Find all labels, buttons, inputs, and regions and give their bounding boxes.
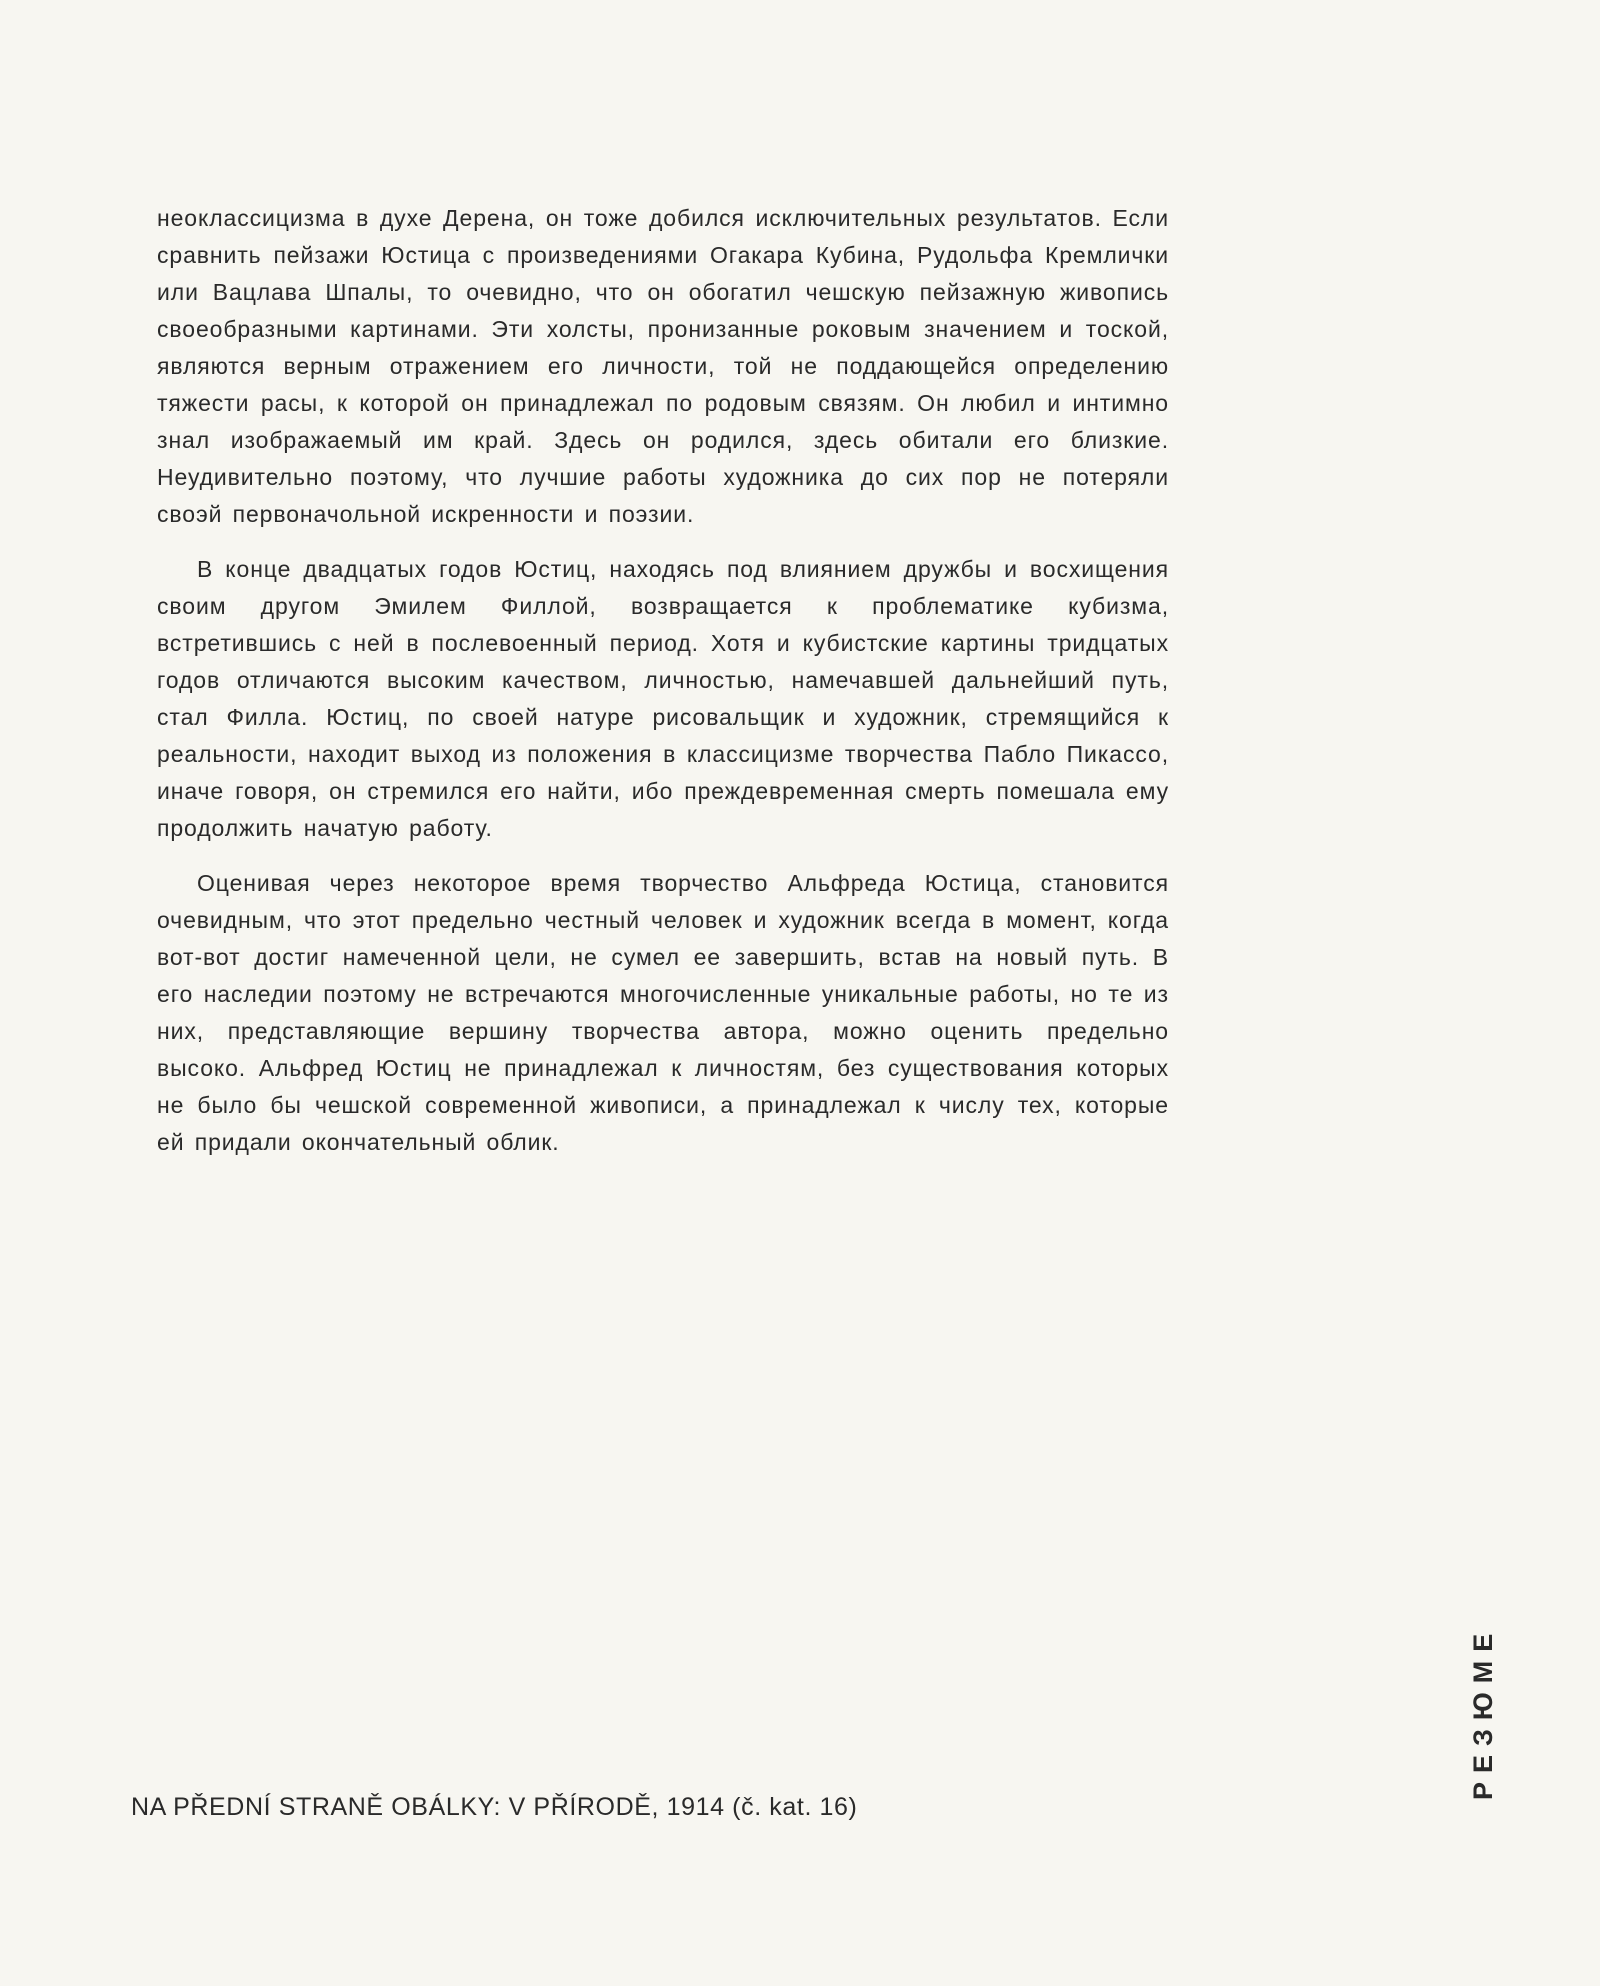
article-body (157, 200, 1169, 1179)
paragraph-3: Оценивая через некоторое время творчество Альфреда Юстица, становится очевидным, что этот предельно честный человек и художник всегда в момент, когда вот-вот достиг намеченной цели, не сумел ее завершить, встав на новый путь. В его наследии поэтому не встречаются многочисленные уникальные работы, но те из них, представляющие вершину творчества автора, можно оценить предельно высоко. Альфред Юстиц не принадлежал к личностям, без существования которых не было бы чешской современной живописи, а принадлежал к числу тех, которые ей придали окончательный облик. (157, 870, 1169, 1155)
paragraph-1: неоклассицизма в духе Дерена, он тоже добился исключительных результатов. Если сравнить пейзажи Юстица с произведениями Огакара Кубина, Рудольфа Кремлички или Вацлава Шпалы, то очевидно, что он обогатил чешскую пейзажную живопись своеобразными картинами. Эти холсты, пронизанные роковым значением и тоской, являются верным отражением его личности, той не поддающейся определению тяжести расы, к которой он принадлежал по родовым связям. Он любил и интимно знал изображаемый им край. Здесь он родился, здесь обитали его близкие. Неудивительно поэтому, что лучшие работы художника до сих пор не потеряли своэй первоначольной искренности и поэзии. (157, 205, 1169, 527)
cover-caption: NA PŘEDNÍ STRANĚ OBÁLKY: V PŘÍRODĚ, 1914 (č. kat. 16) (131, 1793, 858, 1821)
paragraph-2: В конце двадцатых годов Юстиц, находясь под влиянием дружбы и восхищения своим другом Эмилем Филлой, возвращается к проблематике кубизма, встретившись с ней в послевоенный период. Хотя и кубистские картины тридцатых годов отличаются высоким качеством, личностью, намечавшей дальнейший путь, стал Филла. Юстиц, по своей натуре рисовальщик и художник, стремящийся к реальности, находит выход из положения в классицизме творчества Пабло Пикассо, иначе говоря, он стремился его найти, ибо преждевременная смерть помешала ему продолжить начатую работу. (157, 556, 1169, 841)
section-side-label: РЕЗЮМЕ (1468, 1624, 1498, 1800)
